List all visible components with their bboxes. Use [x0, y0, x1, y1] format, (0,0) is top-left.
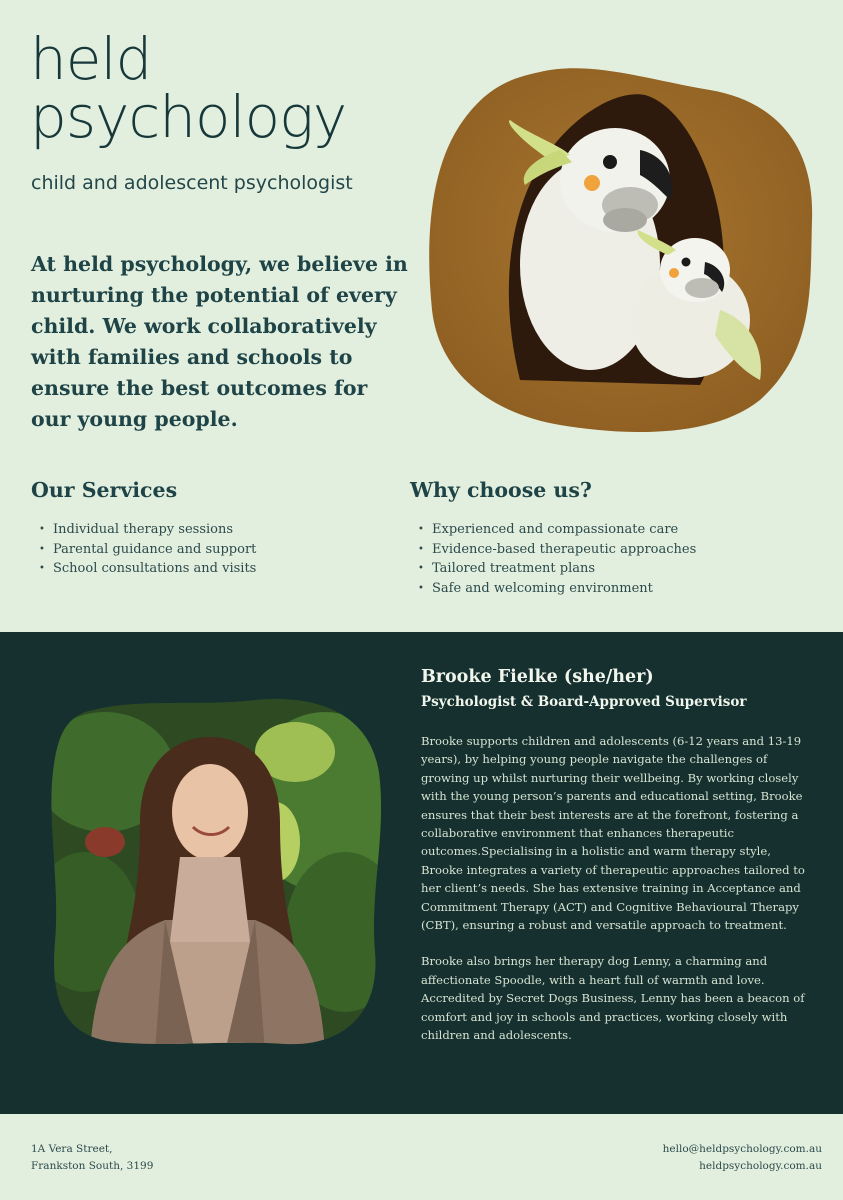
profile-name: Brooke Fielke (she/her)	[421, 667, 654, 687]
contact-details	[663, 1141, 822, 1175]
list-item: • School consultations and visits	[31, 559, 256, 579]
services-list	[31, 520, 256, 579]
profile-photo	[45, 692, 385, 1052]
brand-logo	[30, 25, 347, 151]
cockatoo-illustration	[420, 50, 820, 440]
services-title: Our Services	[31, 478, 178, 502]
bio-paragraph: Brooke also brings her therapy dog Lenny, a charming and affectionate Spoodle, with a heart full of warmth and love. Accredited by Secret Dogs Business, Lenny has been a beacon of comfort and joy in schools and practices, working closely with children and adolescents.	[421, 954, 805, 1043]
list-item: • Individual therapy sessions	[31, 520, 256, 540]
list-item: • Safe and welcoming environment	[410, 579, 696, 599]
profile-role: Psychologist & Board-Approved Supervisor	[421, 694, 747, 710]
list-item: • Parental guidance and support	[31, 540, 256, 560]
profile-section	[0, 632, 843, 1114]
tagline: child and adolescent psychologist	[31, 172, 353, 194]
address-line: 1A Vera Street,	[31, 1143, 113, 1155]
profile-bio	[421, 667, 813, 1045]
brand-line-2: psychology	[30, 83, 347, 151]
list-item: • Experienced and compassionate care	[410, 520, 696, 540]
why-list	[410, 520, 696, 598]
intro-statement: At held psychology, we believe in nurturing the potential of every child. We work collaboratively with families and schools to ensure the best outcomes for our young people.	[31, 252, 408, 431]
brand-line-1: held	[30, 25, 152, 93]
list-item: • Tailored treatment plans	[410, 559, 696, 579]
website-link[interactable]: heldpsychology.com.au	[699, 1160, 822, 1172]
address	[31, 1141, 153, 1175]
list-item: • Evidence-based therapeutic approaches	[410, 540, 696, 560]
footer	[0, 1114, 843, 1200]
bio-paragraph: Brooke supports children and adolescents (6-12 years and 13-19 years), by helping young people navigate the challenges of growing up whilst nurturing their wellbeing. By working closely with the young person’s parents and educational setting, Brooke ensures that their best interests are at the forefront, fostering a collaborative environment that enhances therapeutic outcomes.Specialising in a holistic and warm therapy style, Brooke integrates a variety of therapeutic approaches tailored to her client’s needs. She has extensive training in Acceptance and Commitment Therapy (ACT) and Cognitive Behavioural Therapy (CBT), ensuring a robust and versatile approach to treatment.	[421, 734, 805, 933]
email-link[interactable]: hello@heldpsychology.com.au	[662, 1143, 822, 1155]
why-title: Why choose us?	[410, 478, 592, 502]
address-line: Frankston South, 3199	[31, 1160, 154, 1172]
